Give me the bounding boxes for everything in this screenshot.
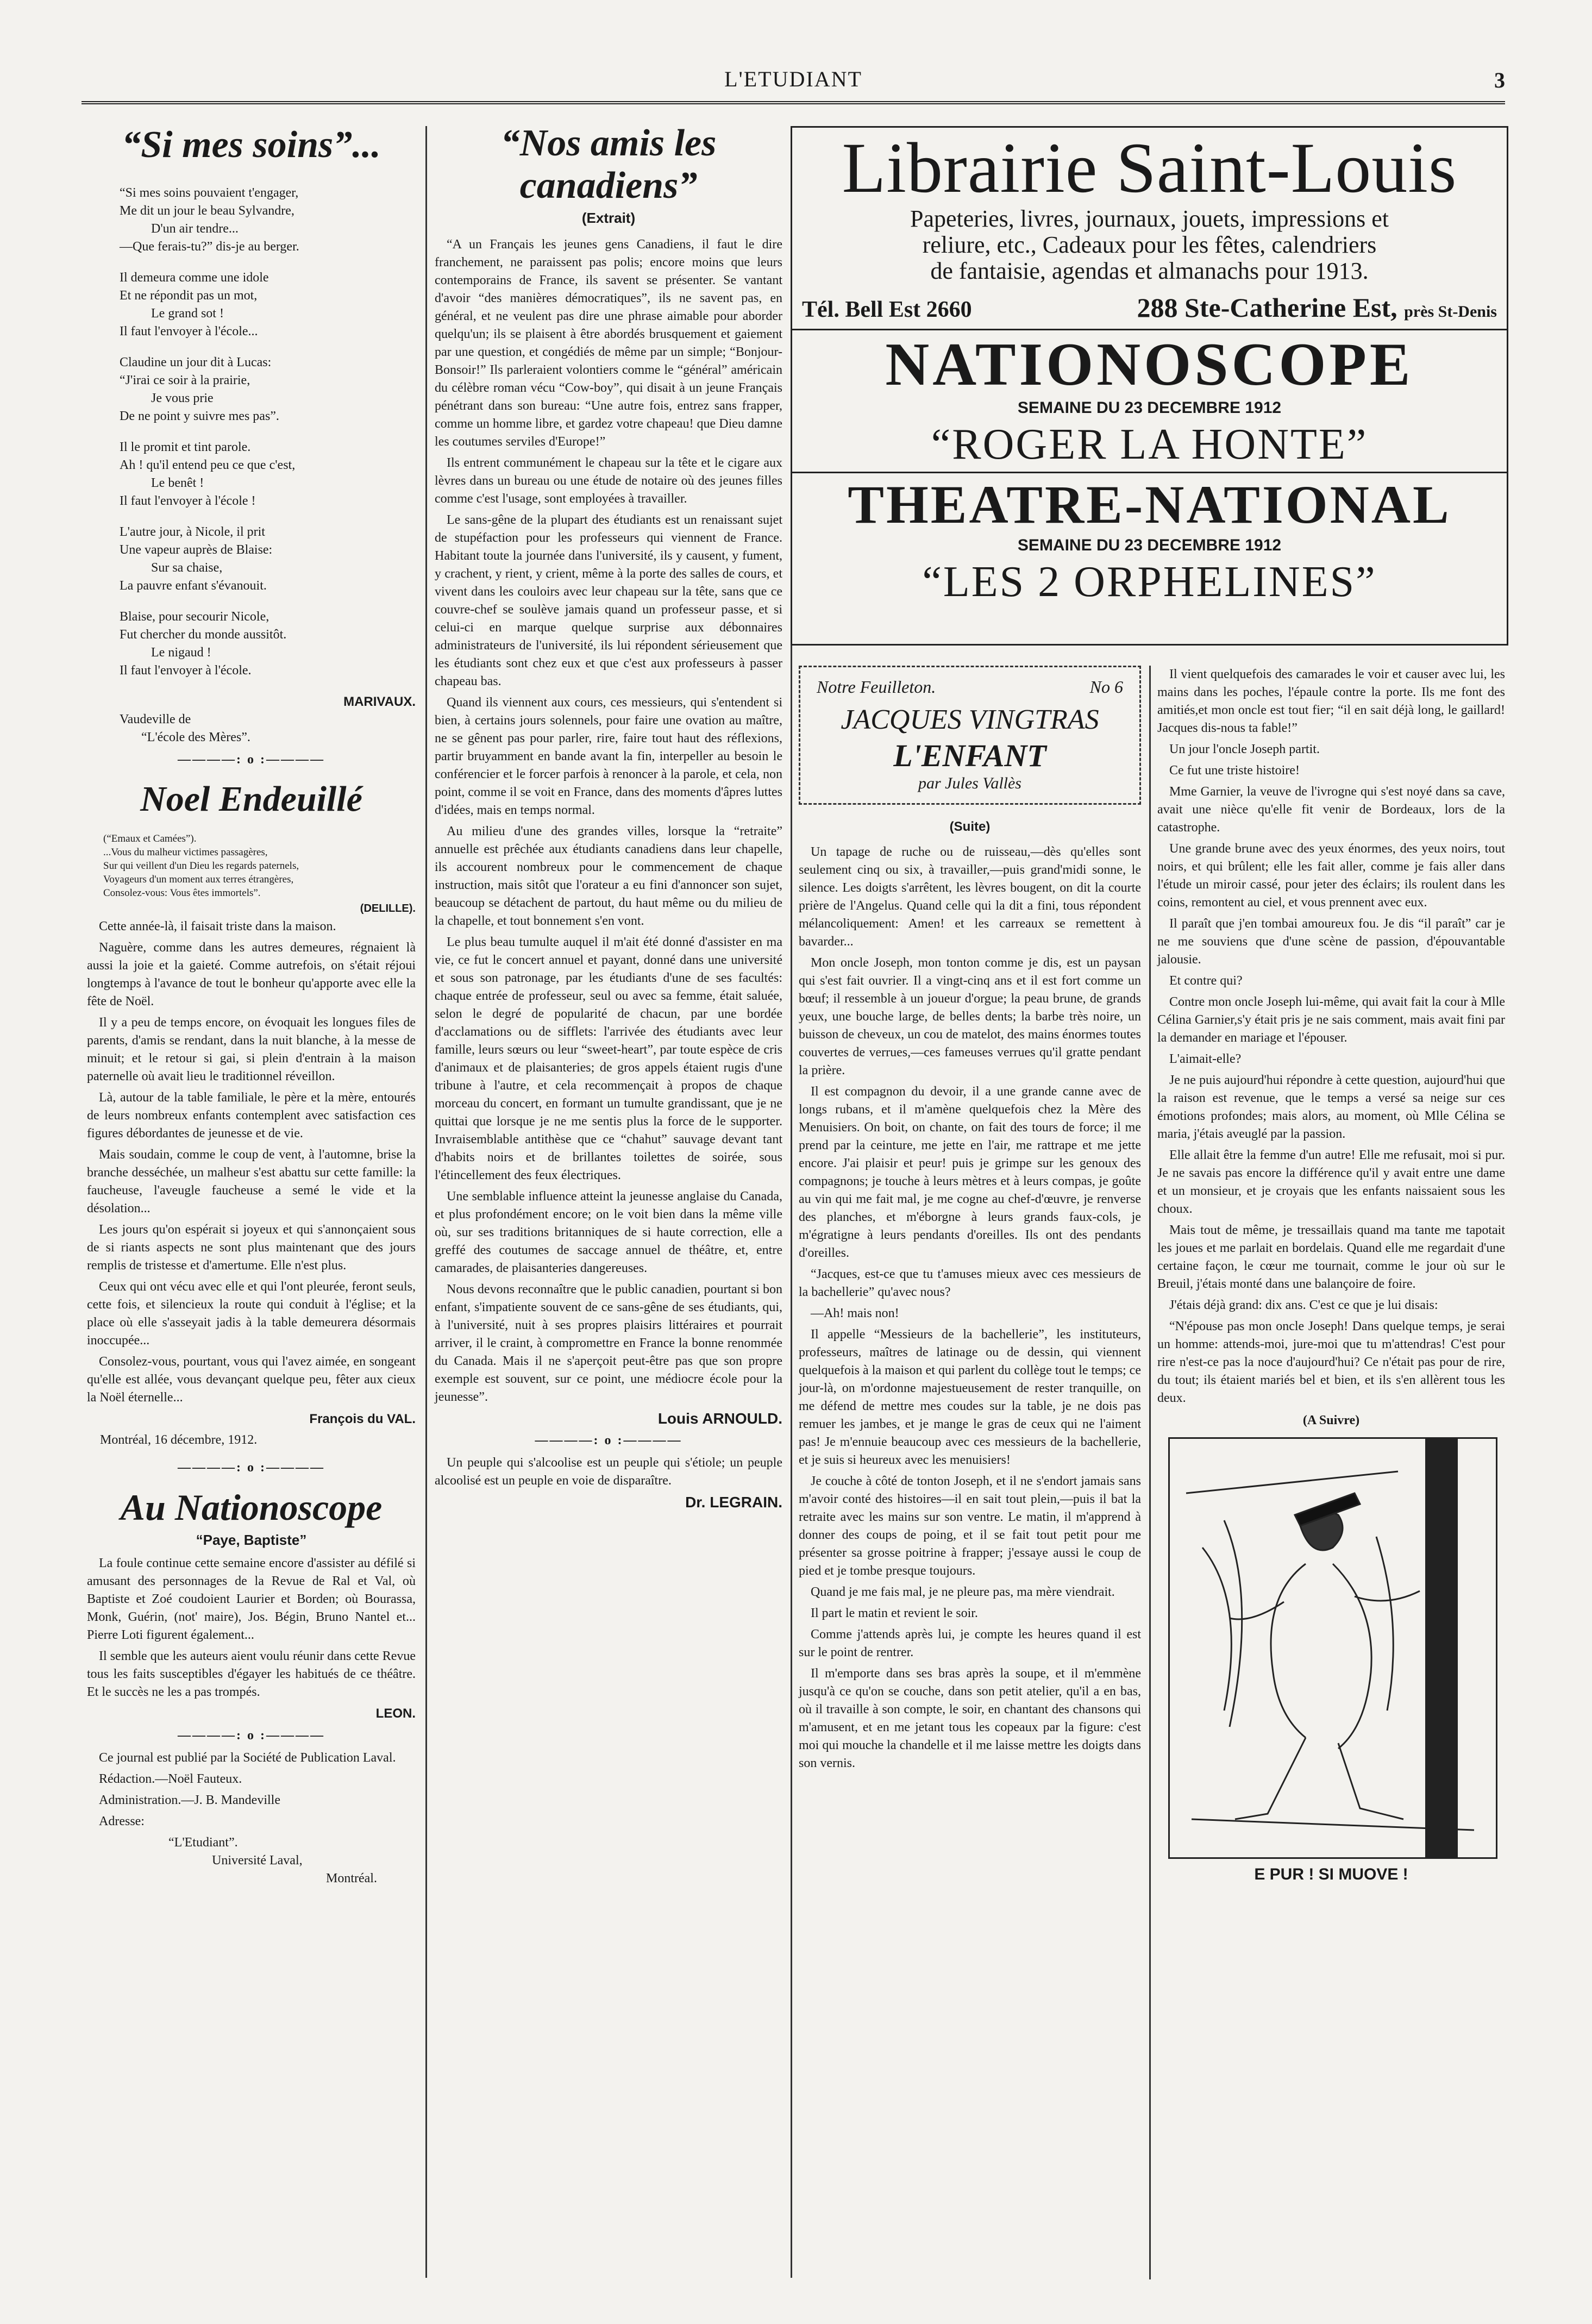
play-title: “ROGER LA HONTE” <box>792 417 1507 473</box>
paragraph: Contre mon oncle Joseph lui-même, qui avait fait la cour à Mlle Célina Garnier,s'y était pris je ne sais comment, mais avait fini par la demander en mariage et l'épouser. <box>1157 995 1505 1045</box>
paragraph: Comme j'attends après lui, je compte les heures quand il est sur le point de rentrer. <box>799 1627 1141 1659</box>
poem-line: La pauvre enfant s'évanouit. <box>120 579 267 593</box>
feuilleton-title: L'ENFANT <box>893 738 1046 773</box>
poem-line: Il le promit et tint parole. <box>120 440 251 454</box>
poem-stanza <box>120 269 416 341</box>
paragraph: Il est compagnon du devoir, il a une grande canne avec de longs rubans, et il m'amène quelquefois chez la Mère des Menuisiers. On boit, on chante, on fait des tours de force; il me prend par la ceinture, me jette en l'air, me rattrape et me jette encore. J'ai plaisir et peur! puis je grimpe sur les genoux des compagnons; je touche à leurs mètres et à leurs compas, je goûte au vin qui me fait mal, je me cogne au chef-d'œuvre, je renverse des planches, et m'éborgne à leurs grands faux-cols, je m'égratigne à leurs pendants d'oreilles. Ils ont des pendants d'oreilles. <box>799 1085 1141 1260</box>
masthead <box>82 61 1505 104</box>
poem-line: Je vous prie <box>151 391 214 405</box>
address <box>87 1834 416 1888</box>
paragraph: Mais tout de même, je tressaillais quand ma tante me tapotait les joues et me parlait en bordelais. Quand elle me regardait d'une certaine façon, le cœur me tournait, comme le jour où sur le Breuil, j'étais monté dans une balançoire de foire. <box>1157 1223 1505 1291</box>
paragraph: La foule continue cette semaine encore d'assister au défilé si amusant des personnages de la Revue de Ral et Val, où Baptiste et Zoé coudoient Laurier et Borden; où Bourassa, Monk, Guérin, (not' maire), Jos. Bégin, Bruno Nantel et... Pierre Loti figurent également... <box>87 1556 416 1642</box>
paragraph: Au milieu d'une des grandes villes, lorsque la “retraite” annuelle est prêchée aux étudiants canadiens dans leur chapelle, ils accourent nombreux pour le commencement de chaque instruction, mais sitôt que l'orateur a eu fini d'annoncer son sujet, beaucoup se détachent de partout, du haut même ou du milieu de la chapelle, et tout bonnement s'en vont. <box>435 824 782 928</box>
librairie-contact <box>792 284 1507 330</box>
paragraph: Ce fut une triste histoire! <box>1169 763 1300 778</box>
paragraph: Il y a peu de temps encore, on évoquait les longues files de parents, d'amis se rendant, dans la nuit blanche, à la messe de minuit; et le retour si gai, si plein d'entrain à la maison paternelle où avait lieu le traditionnel réveillon. <box>87 1016 416 1083</box>
paragraph: Un jour l'oncle Joseph partit. <box>1169 742 1320 756</box>
poem-line: Il faut l'envoyer à l'école. <box>120 663 252 678</box>
paragraph: Il vient quelquefois des camarades le voir et causer avec lui, les mains dans les poches, l'épaule contre la porte. Ils me font des amitiés,et mon oncle est tout fier; “il en sait déjà long, le gaillard! Jacques dis-nous ta fable!” <box>1157 667 1505 735</box>
paragraph: “Jacques, est-ce que tu t'amuses mieux avec ces messieurs de la bachellerie” qu'avec nous? <box>799 1267 1141 1299</box>
separator: ————: o :———— <box>178 1461 325 1475</box>
address: 288 Ste-Catherine Est, <box>1137 292 1397 323</box>
paragraph: Quand ils viennent aux cours, ces messieurs, qui s'entendent si bien, à certains jours solennels, pour faire une ovation au maître, ne se gênent pas pour parler, rire, faire tout haut des réflexions, partir bruyamment en bande avant la fin, interpeller au besoin le conférencier et le forcer parfois à renoncer à la parole, et cela, non point, comme il se voit en France, dans des moments d'âpres luttes d'idées, mais en temps normal. <box>435 696 782 817</box>
paragraph: Nous devons reconnaître que le public canadien, pourtant si bon enfant, s'impatiente souvent de ce sans-gêne de ses étudiants, qui, à l'université, nuit à ses propres plaisirs littéraires et pourrait arriver, il le craint, à compromettre en France la bonne renommée du Canada. Mais il ne s'aperçoit peut-être pas que son propre exemple est souvent, sur ce point, une médiocre école pour la jeunesse”. <box>435 1282 782 1404</box>
article-subtitle: (Extrait) <box>581 210 636 226</box>
paragraph: Je ne puis aujourd'hui répondre à cette question, aujourd'hui que la raison est revenue, que le temps a versé sa neige sur ces émotions profondes; mais alors, au moment, où Mlle Célina se maria, j'étais aveuglé par la passion. <box>1157 1073 1505 1141</box>
poem-line: L'autre jour, à Nicole, il prit <box>120 525 265 539</box>
poem-line: “Si mes soins pouvaient t'engager, <box>120 186 299 200</box>
address-line: Université Laval, <box>212 1853 303 1868</box>
paragraph: Consolez-vous, pourtant, vous qui l'avez aimée, en songeant qu'elle est allée, vous devançant quelque peu, fêter aux cieux la Noël éternelle... <box>87 1355 416 1405</box>
epigraph <box>87 832 416 900</box>
poem-line: “J'irai ce soir à la prairie, <box>120 373 250 387</box>
poem-line: Fut chercher du monde aussitôt. <box>120 628 287 642</box>
article-author: Louis ARNOULD. <box>657 1410 782 1427</box>
week-label: SEMAINE DU 23 DECEMBRE 1912 <box>1017 399 1282 417</box>
quote: Un peuple qui s'alcoolise est un peuple qui s'étiole; un peuple alcoolisé est un peuple en voie de disparaître. <box>435 1456 782 1488</box>
poem-stanza <box>120 608 416 680</box>
walking-man-illustration <box>1170 1439 1496 1857</box>
week-label: SEMAINE DU 23 DECEMBRE 1912 <box>1017 536 1282 554</box>
feuilleton-body <box>1157 666 1505 1407</box>
paragraph: Une grande brune avec des yeux énormes, des yeux noirs, tout noirs, et qui brûlent; elle les fait aller, comme je fais aller dans l'étude un miroir cassé, pour jeter des éclairs; ils roulent dans les coins, remontent au ciel, et vous prennent avec eux. <box>1157 842 1505 910</box>
poem-line: Le benêt ! <box>151 476 204 490</box>
poem-line: Le nigaud ! <box>151 646 211 660</box>
feuilleton-number: No 6 <box>1089 677 1123 697</box>
article-date: Montréal, 16 décembre, 1912. <box>100 1433 258 1447</box>
column-3 <box>799 666 1141 1776</box>
paragraph: Quand je me fais mal, je ne pleure pas, ma mère viendrait. <box>811 1585 1115 1599</box>
poem-author: MARIVAUX. <box>343 694 416 709</box>
article-body <box>87 918 416 1407</box>
address-line: Montréal. <box>326 1871 377 1885</box>
newspaper-title: L'ETUDIANT <box>724 67 862 91</box>
epigraph-line: ...Vous du malheur victimes passagères, <box>103 847 268 858</box>
illustration <box>1168 1437 1497 1859</box>
column-2 <box>435 122 782 1511</box>
a-suivre: (A Suivre) <box>1302 1413 1360 1427</box>
paragraph: J'étais déjà grand: dix ans. C'est ce que je lui disais: <box>1169 1298 1438 1312</box>
paragraph: Un tapage de ruche ou de ruisseau,—dès qu'elles sont seulement cinq ou six, à travailler,—puis grand'midi sonne, le silence. Les doigts s'arrêtent, les lèvres bougent, on dit la courte prière de l'Angelus. Quand celle qui la dit a fini, tous répondent mélancoliquement: Amen! et les carreaux se remettent à bavarder... <box>799 845 1141 949</box>
paragraph: Rédaction.—Noël Fauteux. <box>99 1772 242 1786</box>
poem-line: Une vapeur auprès de Blaise: <box>120 543 273 557</box>
article-title: Noel Endeuillé <box>140 779 362 819</box>
article-title: “Nos amis les canadiens” <box>500 122 717 206</box>
epigraph-author: (DELILLE). <box>360 903 416 914</box>
paragraph: “N'épouse pas mon oncle Joseph! Dans quelque temps, je serai un homme: attends-moi, jure-moi que tu m'attendras! C'est pour rire n'est-ce pas la noce d'aujourd'hui? Ce n'était pas pour de rire, du tout; ils étaient mariés bel et bien, et ils s'en allèrent tous les deux. <box>1157 1319 1505 1405</box>
poem-line: Il faut l'envoyer à l'école... <box>120 324 258 339</box>
librairie-title: Librairie Saint-Louis <box>842 128 1457 208</box>
poem-line: Il faut l'envoyer à l'école ! <box>120 494 256 508</box>
column-rule <box>425 126 427 2278</box>
poem-line: Il demeura comme une idole <box>120 271 269 285</box>
description-line: de fantaisie, agendas et almanachs pour 1913. <box>930 258 1369 284</box>
page-number: 3 <box>1494 68 1505 92</box>
epigraph-line: (“Emaux et Camées”). <box>103 833 197 844</box>
paragraph: Il appelle “Messieurs de la bachellerie”, les instituteurs, professeurs, maîtres de latinage ou de dessin, qui viennent quelquefois à la maison et qui parlent du collège tout le temps; ce jour-là, on m'ordonne majestueusement de rester tranquille, on me défend de mettre mes coudes sur la table, je ne dois pas remuer les jambes, et je mange le gras de ceux qui ne l'aiment pas! Je m'ennuie beaucoup avec ces messieurs de la bachellerie, et je suis si heureux avec les menuisiers! <box>799 1327 1141 1467</box>
column-rule <box>1149 666 1151 2279</box>
feuilleton-body <box>799 843 1141 1772</box>
article-title: Au Nationoscope <box>120 1487 383 1528</box>
poem-line: Le grand sot ! <box>151 306 224 321</box>
article-author: François du VAL. <box>309 1412 416 1426</box>
poem-line: D'un air tendre... <box>151 222 239 236</box>
feuilleton-label: Notre Feuilleton. <box>817 677 936 697</box>
poem-source <box>87 711 416 747</box>
poem-line: —Que ferais-tu?” dis-je au berger. <box>120 240 299 254</box>
poem-line: Blaise, pour secourir Nicole, <box>120 610 269 624</box>
theatre-title: THEATRE-NATIONAL <box>848 474 1451 535</box>
description-line: Papeteries, livres, journaux, jouets, impressions et <box>910 205 1389 232</box>
illustration-caption: E PUR ! SI MUOVE ! <box>1254 1865 1408 1883</box>
imprint <box>87 1749 416 1831</box>
paragraph: Elle allait être la femme d'un autre! Elle me refusait, moi si pur. Je ne savais pas encore la différence qu'il y avait entre une dame et un monsieur, et je croyais que les enfants naissaient sous les choux. <box>1157 1148 1505 1216</box>
separator: ————: o :———— <box>178 753 325 767</box>
feuilleton-header <box>817 678 1123 696</box>
paragraph: Adresse: <box>99 1814 145 1828</box>
paragraph: Et contre qui? <box>1169 974 1243 988</box>
poem-stanza <box>120 523 416 595</box>
poem-line: Et ne répondit pas un mot, <box>120 289 258 303</box>
paragraph: —Ah! mais non! <box>811 1306 899 1320</box>
article-subtitle: “Paye, Baptiste” <box>196 1532 307 1548</box>
paragraph: Une semblable influence atteint la jeunesse anglaise du Canada, et plus profondément encore; on le voit bien dans la même ville où, sur ses traditions britanniques de si haute correction, elle a greffé des coutumes de saccage annuel de théâtre, et, entre camarades, de plaisanteries dangereuses. <box>435 1189 782 1275</box>
feuilleton-author-name: JACQUES VINGTRAS <box>841 704 1099 735</box>
poem-stanza <box>120 354 416 425</box>
paragraph: Les jours qu'on espérait si joyeux et qui s'annonçaient sous de si riants aspects ne sont plus maintenant que des jours remplis de tristesse et d'amertume. Elle n'est plus. <box>87 1223 416 1273</box>
paragraph: Le sans-gêne de la plupart des étudiants est un renaissant sujet de stupéfaction pour les professeurs qui viennent de France. Habitant toute la journée dans l'université, ils y causent, y fument, y crachent, y rient, y crient, même à la porte des salles de cours, et vivent dans les couloirs avec leur chapeau sur la tête, sans que ce couvre-chef se soulève jamais quand un professeur passe, et si celui-ci en marque quelque surprise aux débonnaires administrateurs de l'université, ils lui répondent sérieusement que les étudiants sont chez eux et que c'est aux professeurs à passer chapeau bas. <box>435 513 782 688</box>
poem-line: Me dit un jour le beau Sylvandre, <box>120 204 294 218</box>
advertisement-block <box>791 126 1508 646</box>
article-body <box>435 236 782 1406</box>
epigraph-line: Sur qui veillent d'un Dieu les regards paternels, <box>103 860 299 872</box>
poem-source-line: “L'école des Mères”. <box>141 730 250 744</box>
poem-line: Ah ! qu'il entend peu ce que c'est, <box>120 458 296 472</box>
address-line: “L'Etudiant”. <box>168 1836 238 1850</box>
play-title: “LES 2 ORPHELINES” <box>922 558 1377 606</box>
paragraph: Il paraît que j'en tombai amoureux fou. Je dis “il paraît” car je ne me souviens que d'une scène de passion, d'épouvantable jalousie. <box>1157 917 1505 967</box>
paragraph: Je couche à côté de tonton Joseph, et il ne s'endort jamais sans m'avoir conté des histoires—il en sait tout plein,—puis il bat la retraite avec les mains sur son ventre. Le matin, il m'apprend à donner des coups de poing, et il se fait tout petit pour me présenter sa grosse poitrine à frapper; j'essaye aussi le coup de pied et je tombe presque toujours. <box>799 1474 1141 1578</box>
paragraph: Cette année-là, il faisait triste dans la maison. <box>99 919 336 934</box>
poem-title: “Si mes soins”... <box>122 124 381 166</box>
description-line: reliure, etc., Cadeaux pour les fêtes, calendriers <box>922 231 1377 258</box>
epigraph-line: Consolez-vous: Vous êtes immortels”. <box>103 887 261 899</box>
poem-line: Sur sa chaise, <box>151 561 223 575</box>
paragraph: Ce journal est publié par la Société de Publication Laval. <box>99 1751 396 1765</box>
address-suffix: près St-Denis <box>1404 303 1497 321</box>
suite-label: (Suite) <box>949 819 991 834</box>
paragraph: Mon oncle Joseph, mon tonton comme je dis, est un paysan qui s'est fait ouvrier. Il a vingt-cinq ans et il est fort comme un bœuf; il ressemble à un joueur d'orgue; la peau brune, de grands yeux, une bouche large, de belles dents; la barbe très noire, un buisson de cheveux, un cou de matelot, des mains énormes toutes couvertes de verrues,—ces fameuses verrues qu'il gratte pendant la prière. <box>799 956 1141 1078</box>
paragraph: Ceux qui ont vécu avec elle et qui l'ont pleurée, feront seuls, cette fois, et silencieux la route qui conduit à l'église; et la place où elle s'asseyait jadis à la table demeurera désormais inoccupée... <box>87 1280 416 1348</box>
paragraph: Naguère, comme dans les autres demeures, régnaient là aussi la joie et la gaieté. Comme autrefois, on s'était réjoui longtemps à l'avance de tout le bonheur qu'apporte avec elle la fête de Noël. <box>87 941 416 1008</box>
article-body <box>87 1555 416 1701</box>
paragraph: Là, autour de la table familiale, le père et la mère, entourés de leurs nombreux enfants contemplent avec satisfaction ces figures débordantes de jeunesse et de vie. <box>87 1091 416 1141</box>
paragraph: Mme Garnier, la veuve de l'ivrogne qui s'est noyé dans sa cave, avait une nièce qu'elle fit venir de Bordeaux, lors de la catastrophe. <box>1157 785 1505 835</box>
paragraph: Le plus beau tumulte auquel il m'ait été donné d'assister en ma vie, ce fut le concert annuel et payant, donné dans une université et sous son patronage, par les étudiants d'une de ses facultés: chaque entrée de professeur, seul ou avec sa femme, était saluée, selon le degré de popularité de chacun, par une bordée d'acclamations ou de sifflets: l'arrivée des étudiants avec leur famille, leurs sœurs ou leur “sweet-heart”, par toute espèce de cris d'animaux et de plaisanteries; de gros appels étaient rugis d'une tribune à l'autre, et cela recommençait à propos de chaque morceau du concert, en formant un tumulte grandissant, que je ne quittai que lorsque je ne me sentis plus la force de le supporter. Invraisemblable antithèse que ce “chahut” sauvage devant tant d'habits noirs et de brillantes toilettes de soirée, sous l'étincellement des feux électriques. <box>435 935 782 1182</box>
paragraph: Mais soudain, comme le coup de vent, à l'automne, brise la branche desséchée, un malheur s'est abattu sur cette famille: la faucheuse, l'aveugle faucheuse a semé le vide et la désolation... <box>87 1148 416 1216</box>
nationoscope-title: NATIONOSCOPE <box>885 331 1414 398</box>
poem <box>87 184 416 680</box>
poem-stanza <box>120 184 416 256</box>
paragraph: Administration.—J. B. Mandeville <box>99 1793 280 1807</box>
paragraph: Il semble que les auteurs aient voulu réunir dans cette Revue tous les faits susceptibles d'égayer les habitués de ce théâtre. Et le succès ne les a pas trompés. <box>87 1649 416 1699</box>
poem-stanza <box>120 439 416 510</box>
librairie-description <box>792 206 1507 284</box>
feuilleton-byline: par Jules Vallès <box>918 774 1021 792</box>
column-1 <box>87 122 416 1888</box>
poem-line: Claudine un jour dit à Lucas: <box>120 355 272 369</box>
quote-author: Dr. LEGRAIN. <box>685 1494 782 1511</box>
paragraph: Il m'emporte dans ses bras après la soupe, et il m'emmène jusqu'à ce qu'on se couche, dans son petit atelier, qu'il a en bas, où il travaille à son compte, le soir, en chantant des chansons qui m'amusent, et en me jetant tous les copeaux par la figure: c'est moi qui mouche la chandelle et il me laisse mettre les doigts dans son vernis. <box>799 1667 1141 1770</box>
telephone: Tél. Bell Est 2660 <box>802 297 972 322</box>
paragraph: L'aimait-elle? <box>1169 1052 1242 1066</box>
poem-source-line: Vaudeville de <box>120 712 191 726</box>
separator: ————: o :———— <box>535 1433 682 1448</box>
epigraph-line: Voyageurs d'un moment aux terres étrangères, <box>103 874 294 885</box>
feuilleton-box <box>799 666 1141 805</box>
column-4 <box>1157 666 1505 1883</box>
address-block <box>1137 292 1497 323</box>
paragraph: Ils entrent communément le chapeau sur la tête et le cigare aux lèvres dans un bureau ou une étude de notaire où des jeunes filles comme c'est l'usage, sont employées à travailler. <box>435 456 782 506</box>
poem-line: De ne point y suivre mes pas”. <box>120 409 279 423</box>
paragraph: Il part le matin et revient le soir. <box>811 1606 978 1620</box>
paragraph: “A un Français les jeunes gens Canadiens, il faut le dire franchement, ne paraissent pas polis; encore moins que leurs contemporains de France, ils savent se présenter. Se vantant d'avoir “des manières démocratiques”, ils ne savent pas, en général, et ne veulent pas dire une phrase aimable pour aborder quelqu'un; ils se plaisent à être abordés brusquement et gaiement par une question, et congédiés de même par un simple; “Bonjour-Bonsoir!” Ils parleraient volontiers comme le “général” américain du célèbre roman vécu “Cow-boy”, qui disait à un jeune Français pénétrant dans son bureau: “Une autre fois, entrez sans frapper, comme un homme libre, et gardez votre chapeau! que Dieu damne les coutumes serviles d'Europe!” <box>435 237 782 449</box>
separator: ————: o :———— <box>178 1728 325 1743</box>
article-author: LEON. <box>375 1706 416 1721</box>
